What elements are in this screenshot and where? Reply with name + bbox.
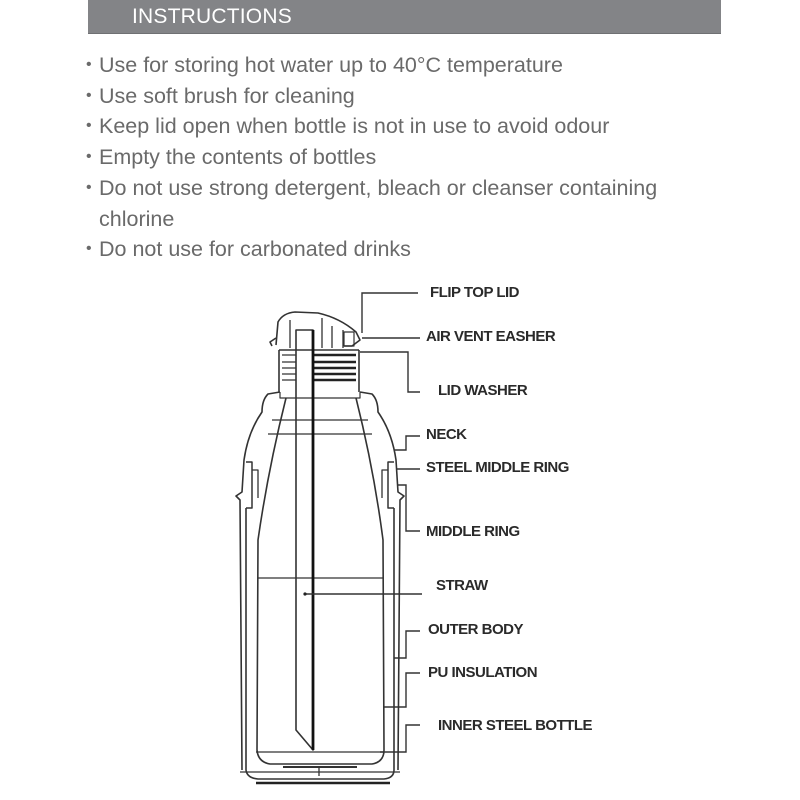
bullet-icon: • [86, 86, 92, 104]
bullet-icon: • [86, 240, 92, 258]
instruction-item: • Do not use strong detergent, bleach or cleanser containing [86, 173, 657, 204]
instruction-item-continuation: chlorine [99, 206, 175, 231]
label-pu-insulation: PU INSULATION [428, 664, 538, 681]
bullet-icon: • [86, 148, 92, 166]
leader-outer-body [394, 631, 420, 658]
leader-inner-steel-bottle [380, 725, 420, 752]
leader-neck [394, 436, 420, 450]
label-inner-steel-bottle: INNER STEEL BOTTLE [438, 717, 593, 734]
flip-top-lid-shape [276, 312, 360, 346]
label-air-vent-washer: AIR VENT EASHER [426, 328, 556, 345]
instruction-item: • Empty the contents of bottles [86, 142, 657, 173]
instruction-item: • Use for storing hot water up to 40°C temperature [86, 50, 657, 81]
label-steel-middle-ring: STEEL MIDDLE RING [426, 459, 569, 476]
bullet-icon: • [86, 56, 92, 73]
label-lid-washer: LID WASHER [438, 382, 528, 399]
leader-middle-ring [398, 485, 420, 531]
inner-steel-bottle-shape [257, 398, 384, 764]
header-title: INSTRUCTIONS [132, 5, 292, 28]
bullet-icon: • [86, 178, 92, 196]
straw-shape [296, 330, 313, 750]
label-flip-top-lid: FLIP TOP LID [430, 284, 520, 301]
outer-body-shape [246, 508, 394, 779]
leader-flip-top-lid [362, 293, 418, 333]
instruction-item: • Keep lid open when bottle is not in use to avoid odour [86, 111, 657, 142]
bullet-icon: • [86, 117, 92, 135]
label-straw: STRAW [436, 577, 488, 594]
label-outer-body: OUTER BODY [428, 621, 524, 638]
label-neck: NECK [426, 426, 467, 443]
leader-lid-washer [360, 352, 420, 392]
leader-pu-insulation [384, 673, 420, 707]
instruction-item: • Do not use for carbonated drinks [86, 234, 657, 265]
instruction-item: • Use soft brush for cleaning [86, 81, 657, 112]
label-middle-ring: MIDDLE RING [426, 523, 520, 540]
